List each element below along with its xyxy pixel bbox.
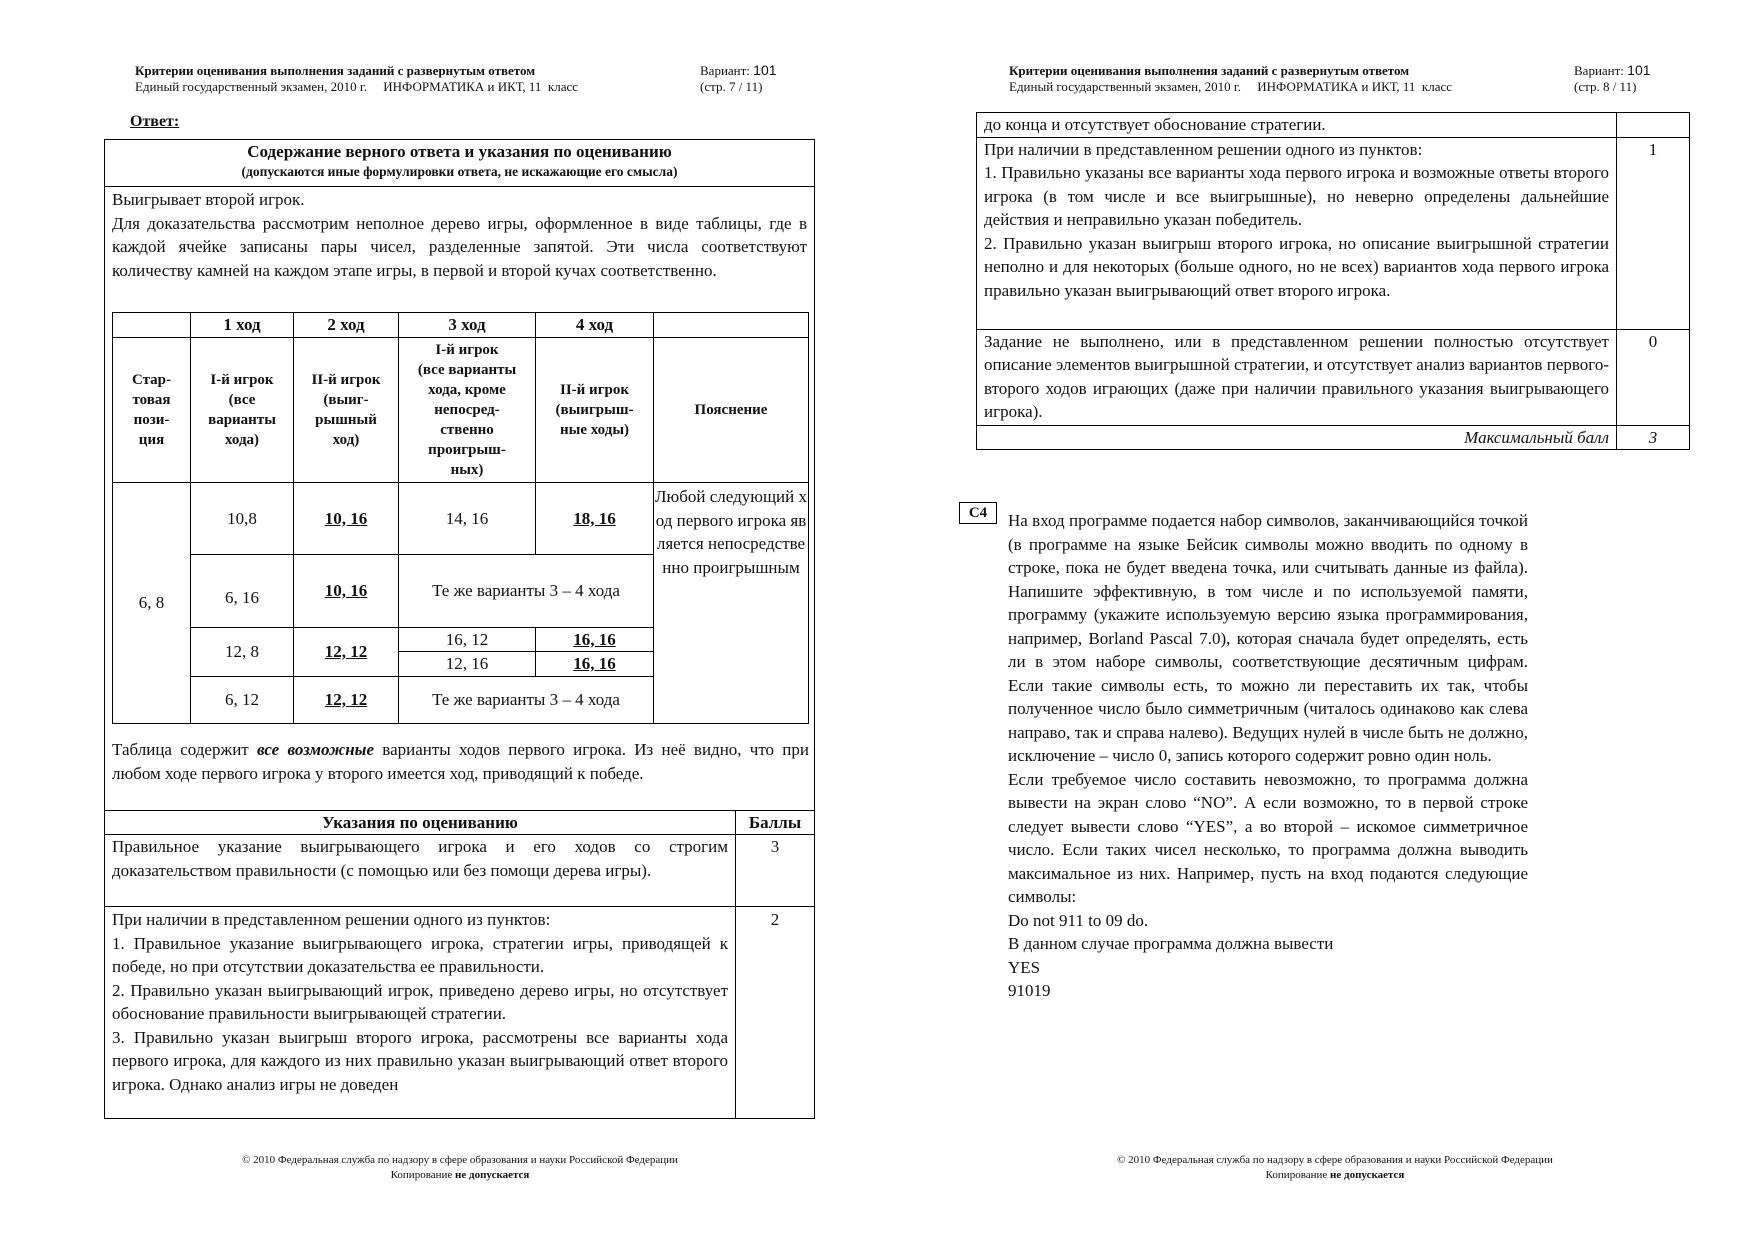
right-footer: © 2010 Федеральная служба по надзору в сфере образования и науки Российской Федерации Копирование не допускается [1117,1154,1553,1181]
header-subtitle: Единый государственный экзамен, 2010 г. ИНФОРМАТИКА и ИКТ, 11 класс [1009,79,1453,94]
table-cell: 12, 12 [294,628,399,677]
move-2-header: 2 ход [294,313,399,338]
task-paragraph-1: На вход программе подается набор символов, заканчивающийся точкой (в программе на языке Бейсик символы можно вводить по одному в строке, пока не будет введена точка, или считывать данные из файла). Напишите эффективную, в том числе и по используемой памяти, программу (укажите используемую версию языка программирования, например, Borland Pascal 7.0), которая сначала будет определять, есть ли в этом наборе символы, соответствующие десятичным цифрам. Если такие символы есть, то можно ли переставить их так, чтобы полученное число было симметричным (читалось одинаково как слева направо, так и справа налево). Ведущих нулей в числе быть не должно, исключение – число 0, запись которого содержит ровно один ноль. [1008,511,1528,765]
header-subtitle: Единый государственный экзамен, 2010 г. ИНФОРМАТИКА и ИКТ, 11 класс [135,79,579,94]
col-player1-b: I-й игрок (все варианты хода, кроме непосред- ственно проигрыш- ных) [399,338,536,483]
left-page [0,0,870,1239]
table-cell: 10, 16 [294,555,399,628]
grade-3-points: 3 [736,835,815,907]
table-cell: 16, 12 [399,628,536,652]
same-variants: Те же варианты 3 – 4 хода [399,555,654,628]
points-header: Баллы [736,811,815,835]
max-score-label: Максимальный балл [977,425,1617,450]
left-header [135,63,675,95]
table-cell: 6, 12 [191,677,294,724]
grading-table [104,810,815,1119]
answer-box [104,139,815,1119]
content-title: Содержание верного ответа и указания по оцениванию [247,142,672,161]
col-player2: II-й игрок (выиг- рышный ход) [294,338,399,483]
example-say: В данном случае программа должна вывести [1008,934,1334,953]
col-explanation: Пояснение [654,338,809,483]
grade-1-points: 1 [1617,137,1690,329]
table-cell: 10,8 [191,483,294,555]
explanation-cell: Любой следующий ход первого игрока является непосредственно проигрышным [654,483,809,724]
grading-header: Указания по оцениванию [105,811,736,835]
game-tree-table [112,312,809,724]
table-cell: 16, 16 [536,652,654,677]
max-score-value: 3 [1617,425,1690,450]
continued-text: до конца и отсутствует обоснование стратегии. [977,113,1617,138]
grade-0-points: 0 [1617,329,1690,425]
header-title: Критерии оценивания выполнения заданий с развернутым ответом [135,63,536,78]
same-variants: Те же варианты 3 – 4 хода [399,677,654,724]
grade-1-text: При наличии в представленном решении одного из пунктов: 1. Правильно указаны все варианты хода первого игрока и возможные ответы второго игрока (в том числе и все выигрышные), но неверно определены дальнейшие действия и неправильно указан победитель. 2. Правильно указан выигрыш второго игрока, но описание выигрышной стратегии неполно и для некоторых (больше одного, но не всех) вариантов хода первого игрока правильно указан выигрывающий ответ второго игрока. [977,137,1617,329]
left-header-variant: Вариант: 101 (стр. 7 / 11) [700,62,777,94]
move-4-header: 4 ход [536,313,654,338]
table-cell: 14, 16 [399,483,536,555]
left-footer: © 2010 Федеральная служба по надзору в сфере образования и науки Российской Федерации Копирование не допускается [242,1154,678,1181]
table-cell: 6, 16 [191,555,294,628]
table-cell: 12, 12 [294,677,399,724]
grading-table-continued [976,112,1690,450]
answer-label: Ответ: [130,113,180,130]
proof-text: Для доказательства рассмотрим неполное дерево игры, оформленное в виде таблицы, где в каждой ячейке записаны пары чисел, разделенные запятой. Эти числа соответствуют количеству камней на каждом этапе игры, в первой и второй кучах соответственно. [112,213,807,280]
task-paragraph-2: Если требуемое число составить невозможно, то программа должна вывести на экран слово “NO”. А если возможно, то в первой строке следует вывести слово “YES”, а во второй – искомое симметричное число. Если таких чисел несколько, то программа должна выводить максимальное из них. Например, пусть на вход подаются следующие символы: [1008,769,1528,906]
grade-2-text: При наличии в представленном решении одного из пунктов: 1. Правильное указание выигрывающего игрока, стратегии игры, приводящей к победе, но при отсутствии доказательства ее правильности. 2. Правильно указан выигрывающий игрок, приведено дерево игры, но отсутствует обоснование правильности выигрывающей стратегии. 3. Правильно указан выигрыш второго игрока, рассмотрены все варианты хода первого игрока, для каждого из них правильно указан выигрывающий ответ второго игрока. Однако анализ игры не доведен [105,907,736,1119]
content-subtitle: (допускаются иные формулировки ответа, не искажающие его смысла) [241,164,678,179]
table-cell: 12, 8 [191,628,294,677]
winner-text: Выигрывает второй игрок. [112,190,305,209]
grade-0-text: Задание не выполнено, или в представленном решении полностью отсутствует описание элементов выигрышной стратегии, и отсутствует анализ вариантов первого-второго ходов играющих (даже при наличии правильного указания выигрывающего игрока). [977,329,1617,425]
right-header [1009,63,1549,95]
table-cell: 16, 16 [536,628,654,652]
col-player1: I-й игрок (все варианты хода) [191,338,294,483]
move-3-header: 3 ход [399,313,536,338]
col-player2-b: II-й игрок (выигрыш- ные ходы) [536,338,654,483]
table-cell: 18, 16 [536,483,654,555]
table-cell: 12, 16 [399,652,536,677]
col-start-position: Стар- товая пози- ция [113,338,191,483]
grade-2-points: 2 [736,907,815,1119]
example-input: Do not 911 to 09 do. [1008,910,1149,930]
grade-3-text: Правильное указание выигрывающего игрока и его ходов со строгим доказательством правильности (с помощью или без помощи дерева игры). [105,835,736,907]
right-page [870,0,1747,1239]
example-yes: YES [1008,957,1041,977]
after-table-text: Таблица содержит все возможные варианты ходов первого игрока. Из неё видно, что при любом ходе первого игрока у второго имеется ход, приводящий к победе. [112,740,809,783]
right-header-variant: Вариант: 101 (стр. 8 / 11) [1574,62,1651,94]
task-label-box: C4 [959,502,997,524]
move-1-header: 1 ход [191,313,294,338]
example-number: 91019 [1008,981,1051,1000]
task-body [1008,509,1528,1003]
header-title: Критерии оценивания выполнения заданий с развернутым ответом [1009,63,1410,78]
start-position: 6, 8 [113,483,191,724]
table-cell: 10, 16 [294,483,399,555]
